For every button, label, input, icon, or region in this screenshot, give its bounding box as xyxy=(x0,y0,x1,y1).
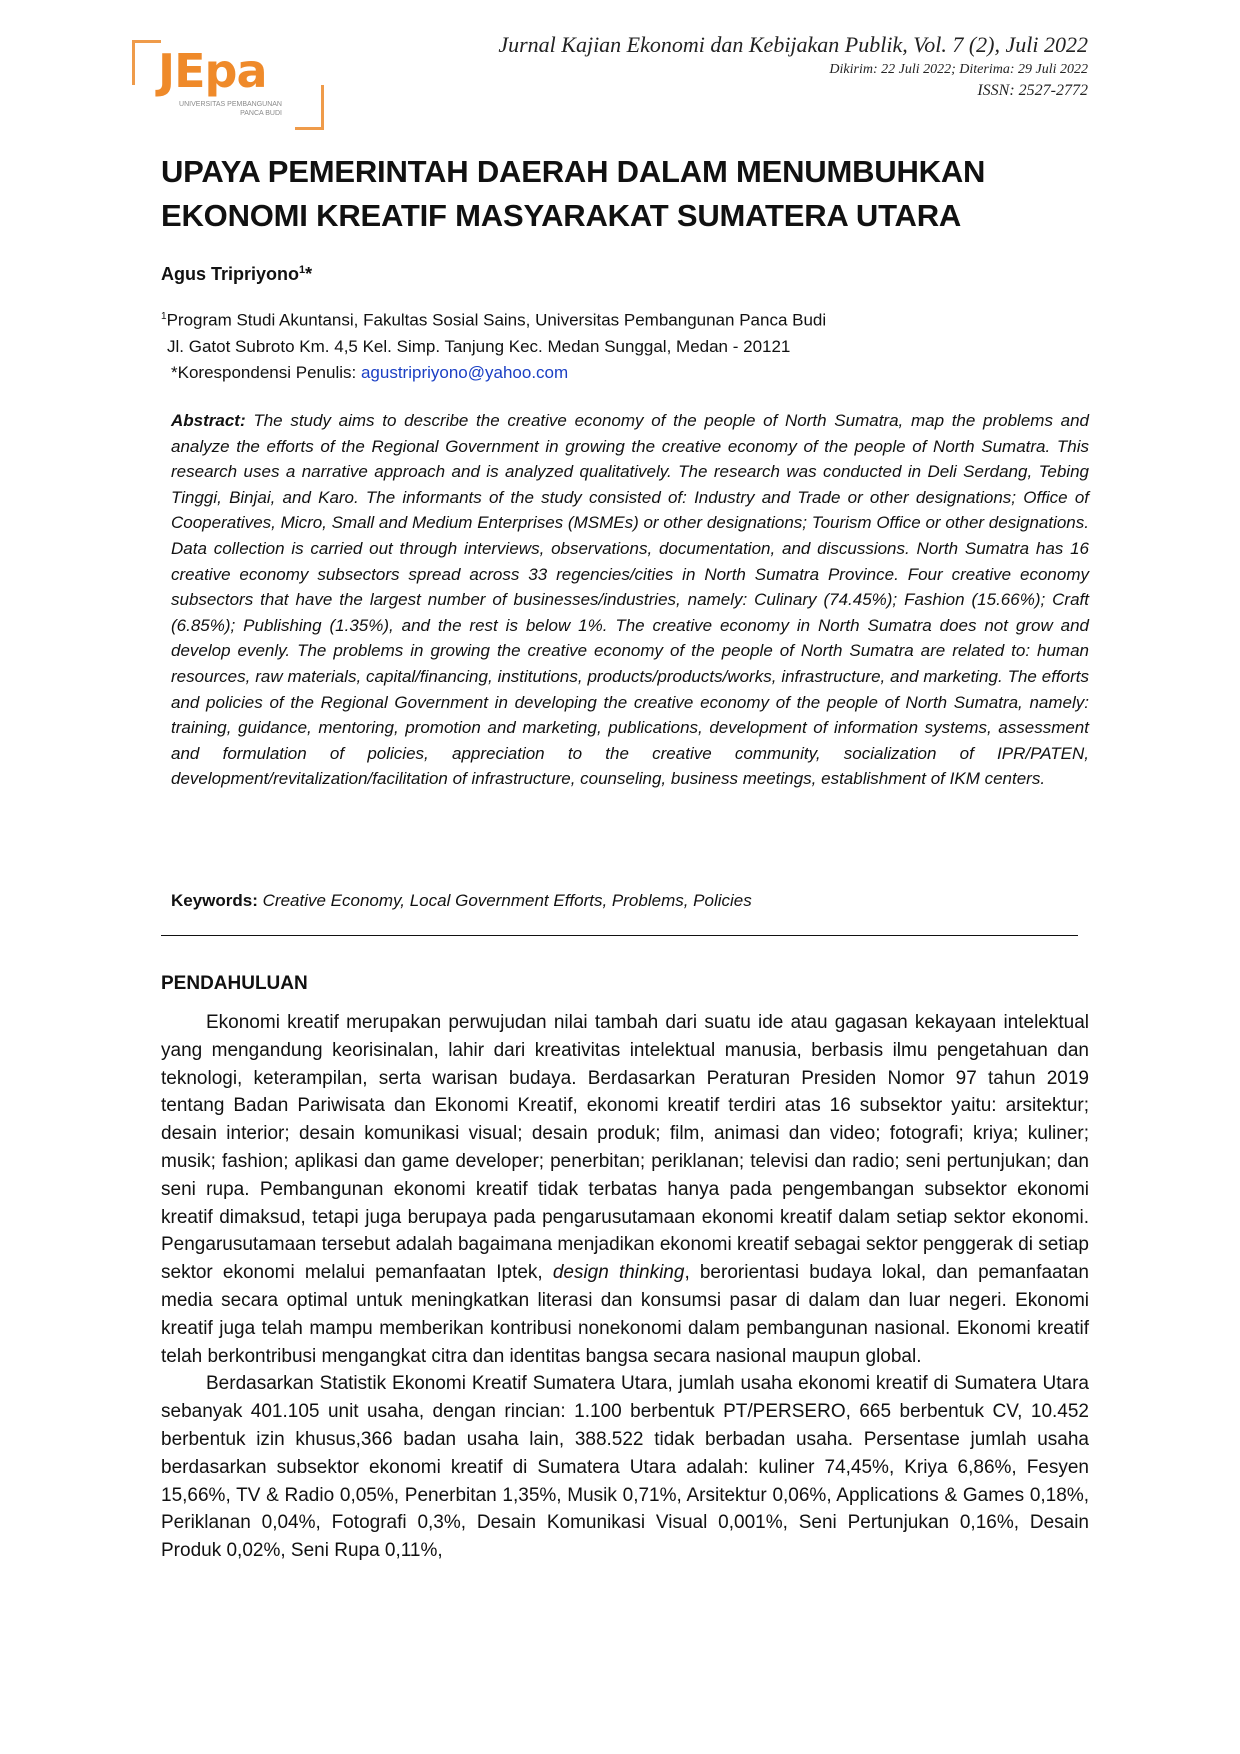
paragraph-1-italic: design thinking xyxy=(552,1262,685,1284)
paragraph-1: Ekonomi kreatif merupakan perwujudan nilai tambah dari suatu ide atau gagasan kekayaan intelektual yang mengandung keorisinalan, lahir dari kreativitas intelektual manusia, berbasis ilmu pengetahuan dan teknologi, keterampilan, serta warisan budaya. Berdasarkan Peraturan Presiden Nomor 97 tahun 2019 tentang Badan Pariwisata dan Ekonomi Kreatif, ekonomi kreatif terdiri atas 16 subsektor yaitu: arsitektur; desain interior; desain komunikasi visual; desain produk; film, animasi dan video; fotografi; kriya; kuliner; musik; fashion; aplikasi dan game developer; penerbitan; periklanan; televisi dan radio; seni pertunjukan; dan seni rupa. Pembangunan ekonomi kreatif tidak terbatas hanya pada pengembangan subsektor ekonomi kreatif dimaksud, tetapi juga berupaya pada pengarusutamaan ekonomi kreatif dalam setiap sektor ekonomi. Pengarusutamaan tersebut adalah bagaimana menjadikan ekonomi kreatif sebagai sektor penggerak di setiap sektor ekonomi melalui pemanfaatan Iptek, design thinking, berorientasi budaya lokal, dan pemanfaatan media secara optimal untuk meningkatkan literasi dan konsumsi pasar di dalam dan luar negeri. Ekonomi kreatif juga telah mampu memberikan kontribusi nonekonomi dalam pembangunan nasional. Ekonomi kreatif telah berkontribusi mengangkat citra dan identitas bangsa secara nasional maupun global. xyxy=(161,1012,1090,1367)
logo-subtitle-line2: PANCA BUDI xyxy=(240,110,282,117)
paper-title-line2: EKONOMI KREATIF MASYARAKAT SUMATERA UTARA xyxy=(161,198,962,233)
section-divider xyxy=(161,935,1078,936)
journal-dates: Dikirim: 22 Juli 2022; Diterima: 29 Juli 2022 xyxy=(829,62,1088,77)
journal-logo xyxy=(132,38,324,130)
journal-issn: ISSN: 2527-2772 xyxy=(977,82,1088,99)
logo-wordmark: JEpa xyxy=(158,44,267,98)
abstract-text: The study aims to describe the creative economy of the people of North Sumatra, map the problems and analyze the efforts of the Regional Government in growing the creative economy of the people of North Sumatra. This research uses a narrative approach and is analyzed qualitatively. The research was conducted in Deli Serdang, Tebing Tinggi, Binjai, and Karo. The informants of the study consisted of: Industry and Trade or other designations; Office of Cooperatives, Micro, Small and Medium Enterprises (MSMEs) or other designations; Tourism Office or other designations. Data collection is carried out through interviews, observations, documentation, and discussions. North Sumatra has 16 creative economy subsectors spread across 33 regencies/cities in North Sumatra Province. Four creative economy subsectors that have the largest number of businesses/industries, namely: Culinary (74.45%); Fashion (15.66%); Craft (6.85%); Publishing (1.35%), and the rest is below 1%. The creative economy in North Sumatra does not grow and develop evenly. The problems in growing the creative economy of the people of North Sumatra are related to: human resources, raw materials, capital/financing, institutions, products/products/works, infrastructure, and marketing. The efforts and policies of the Regional Government in developing the creative economy of the people of North Sumatra, namely: training, guidance, mentoring, promotion and marketing, publications, development of information systems, assessment and formulation of policies, appreciation to the creative community, socialization of IPR/PATEN, development/revitalization/facilitation of infrastructure, counseling, business meetings, establishment of IKM centers. xyxy=(171,411,1089,789)
affiliation-line1: $^1$Program Studi Akuntansi, Fakultas Sosial Sains, Universitas Pembangunan Panca Budi xyxy=(161,310,827,330)
abstract-label: Abstract xyxy=(171,411,240,430)
correspondence-email-link[interactable]: agustripriyono@yahoo.com xyxy=(360,362,569,382)
journal-header xyxy=(498,30,1088,102)
keywords-label: Keywords xyxy=(171,891,253,910)
keywords: Keywords: Creative Economy, Local Government Efforts, Problems, Policies xyxy=(171,891,752,910)
affiliation xyxy=(161,304,1121,386)
author-corr-mark: * xyxy=(305,264,313,284)
correspondence-label: *Korespondensi Penulis: xyxy=(171,362,361,382)
paragraph-2: Berdasarkan Statistik Ekonomi Kreatif Sumatera Utara, jumlah usaha ekonomi kreatif di Sumatera Utara sebanyak 401.105 unit usaha, dengan rincian: 1.100 berbentuk PT/PERSERO, 665 berbentuk CV, 10.452 berbentuk izin khusus,366 badan usaha lain, 388.522 tidak berbadan usaha. Persentase jumlah usaha berdasarkan subsektor ekonomi kreatif di Sumatera Utara adalah: kuliner 74,45%, Kriya 6,86%, Fesyen 15,66%, TV & Radio 0,05%, Penerbitan 1,35%, Musik 0,71%, Arsitektur 0,06%, Applications & Games 0,18%, Periklanan 0,04%, Fotografi 0,3%, Desain Komunikasi Visual 0,001%, Seni Pertunjukan 0,16%, Desain Produk 0,02%, Seni Rupa 0,11%, xyxy=(161,1373,1089,1562)
journal-title: Jurnal Kajian Ekonomi dan Kebijakan Publik, Vol. 7 (2), Juli 2022 xyxy=(498,32,1088,57)
logo-subtitle xyxy=(172,100,282,118)
author-affil-sup: 1 xyxy=(299,264,306,276)
section-heading: PENDAHULUAN xyxy=(161,973,308,994)
affiliation-sup: 1 xyxy=(161,311,167,322)
correspondence xyxy=(161,360,1121,386)
logo-subtitle-line1: UNIVERSITAS PEMBANGUNAN xyxy=(179,101,282,108)
abstract: Abstract: The study aims to describe the creative economy of the people of North Sumatra, map the problems and analyze the efforts of the Regional Government in growing the creative economy of the people of North Sumatra. This research uses a narrative approach and is analyzed qualitatively. The research was conducted in Deli Serdang, Tebing Tinggi, Binjai, and Karo. The informants of the study consisted of: Industry and Trade or other designations; Office of Cooperatives, Micro, Small and Medium Enterprises (MSMEs) or other designations; Tourism Office or other designations. Data collection is carried out through interviews, observations, documentation, and discussions. North Sumatra has 16 creative economy subsectors spread across 33 regencies/cities in North Sumatra Province. Four creative economy subsectors that have the largest number of businesses/industries, namely: Culinary (74.45%); Fashion (15.66%); Craft (6.85%); Publishing (1.35%), and the rest is below 1%. The creative economy in North Sumatra does not grow and develop evenly. The problems in growing the creative economy of the people of North Sumatra are related to: human resources, raw materials, capital/financing, institutions, products/products/works, infrastructure, and marketing. The efforts and policies of the Regional Government in developing the creative economy of the people of North Sumatra, namely: training, guidance, mentoring, promotion and marketing, publications, development of information systems, assessment and formulation of policies, appreciation to the creative community, socialization of IPR/PATEN, development/revitalization/facilitation of infrastructure, counseling, business meetings, establishment of IKM centers. xyxy=(171,411,1089,789)
body-text xyxy=(161,1009,1089,1565)
keywords-text: Creative Economy, Local Government Efforts, Problems, Policies xyxy=(262,891,752,910)
affiliation-line2: Jl. Gatot Subroto Km. 4,5 Kel. Simp. Tanjung Kec. Medan Sunggal, Medan - 20121 xyxy=(167,336,791,356)
logo-bracket-bottom-right xyxy=(295,85,324,130)
author xyxy=(161,264,312,285)
paper-title xyxy=(161,150,1091,238)
logo-bracket-top-left xyxy=(132,40,161,85)
author-name: Agus Tripriyono xyxy=(161,264,300,284)
paper-title-line1: UPAYA PEMERINTAH DAERAH DALAM MENUMBUHKAN xyxy=(161,154,986,189)
